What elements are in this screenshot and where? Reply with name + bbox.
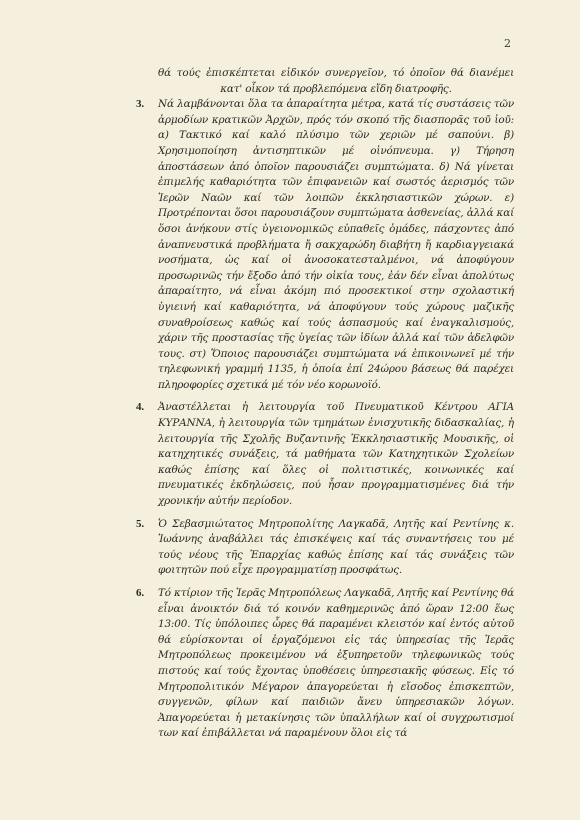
item-text: Τό κτίριον τῆς Ἱερᾶς Μητροπόλεως Λαγκαδᾶ, Λητῆς καί Ρεντίνης θά εἶναι ἀνοικτόν διά τό κοινόν καθημερινῶς ἀπό ὥραν 12:00 ἕως 13:00. Τίς ὑπόλοιπες ὧρες θά παραμένει κλειστόν καί ἐντός αὐτοῦ θά εὑρίσκονται οἱ ἐργαζόμενοι εἰς τάς ὑπηρεσίας τῆς Ἱερᾶς Μητροπόλεως προκειμένου νά ἐξυπηρετοῦν τηλεφωνικῶς τούς πιστούς καί τούς ἔχοντας ὑποθέσεις ὑπηρεσιακῆς φύσεως. Εἰς τό Μητροπολιτικόν Μέγαρον ἀπαγορεύεται ἡ εἴσοδος ἐπισκεπτῶν, συγγενῶν, φίλων καί παιδιῶν ἄνευ ὑπηρεσιακῶν λόγων. Ἀπαγορεύεται ἡ μετακίνησις τῶν ὑπαλλήλων καί οἱ συγχρωτισμοί των καί ἐπιβάλλεται νά παραμένουν ὅλοι εἰς τά [158,587,514,740]
item-number: 3. [136,98,144,111]
list-item-3 [136,97,514,393]
item-number: 6. [136,587,144,599]
item-number: 4. [136,401,144,414]
page-number: 2 [504,37,511,50]
item-text: Νά λαμβάνονται ὅλα τα ἀπαραίτητα μέτρα, κατά τίς συστάσεις τῶν ἁρμοδίων κρατικῶν Ἀρχῶν, πρός τόν σκοπό τῆς διασπορᾶς τοῦ ἰοῦ: α) Τακτικό καί καλό πλύσιμο τῶν χεριῶν μέ σαπούνι. β) Χρησιμοποίηση ἀντισηπτικῶν μέ οἰνόπνευμα. γ) Τήρηση ἀποστάσεων ἀπό ὁποῖον παρουσιάζει συμπτώματα. δ) Νά γίνεται ἐπιμελής καθαριότητα τῶν ἐπιφανειῶν καί σωστός ἀερισμός τῶν Ἱερῶν Ναῶν καί τῶν λοιπῶν ἐκκλησιαστικῶν χώρων. ε) Προτρέπονται ὅσοι παρουσιάζουν συμπτώματα ἀσθενείας, ἀλλά καί ὅσοι ἀνήκουν στίς ὑγειονομικῶς εὐπαθεῖς ὁμάδες, πάσχοντες ἀπό ἀναπνευστικά προβλήματα ἤ σακχαρώδη διαβήτη ἤ καρδιαγγειακά νοσήματα, ὡς καί οἱ ἀνοσοκατεσταλμένοι, νά ἀποφύγουν προσωρινῶς τήν ἔξοδο ἀπό τήν οἰκία τους, ἐάν δέν εἶναι ἀπολύτως ἀπαραίτητο, νά εἶναι ἀκόμη πιό προσεκτικοί στην σχολαστική ὑγιεινή καί καθαριότητα, νά ἀποφύγουν τούς χώρους μαζικῆς συναθροίσεως καθώς καί τούς ἀσπασμούς καί ἐναγκαλισμούς, χάριν τῆς προστασίας τῆς ὑγείας τῶν ἰδίων ἀλλά καί τῶν ἀδελφῶν τους. στ) Ὅποιος παρουσιάζει συμπτώματα νά ἐπικοινωνεῖ μέ τήν τηλεφωνική γραμμή 1135, ἡ ὁποία ἐπί 24ώρου βάσεως θά παρέχει πληροφορίες σχετικά μέ τόν νέο κορωνοϊό. [158,98,514,391]
item-text: Ὁ Σεβασμιώτατος Μητροπολίτης Λαγκαδᾶ, Λητῆς καί Ρεντίνης κ. Ἰωάννης ἀναβάλλει τάς ἐπισκέψεις καί τάς συναντήσεις του μέ τούς νέους τῆς Ἐπαρχίας καθώς ἐπίσης καί τάς συνάξεις τῶν φοιτητῶν πού εἶχε προγραμματίσῃ προσφάτως. [158,517,514,577]
item-number: 5. [136,517,144,530]
document-body [136,66,514,749]
list-item-6 [136,586,514,742]
item-text: Ἀναστέλλεται ἡ λειτουργία τοῦ Πνευματικοῦ Κέντρου ΑΓΙΑ ΚΥΡΑΝΝΑ, ἡ λειτουργία τῶν τμημάτων ἐνισχυτικῆς διδασκαλίας, ἡ λειτουργία τῆς Σχολῆς Βυζαντινῆς Ἐκκλησιαστικῆς Μουσικῆς, οἱ κατηχητικές συνάξεις, τά μαθήματα τῶν Κατηχητικῶν Σχολείων καθώς ἐπίσης καί ὅλες οἱ πολιτιστικές, κοινωνικές καί πνευματικές ἐκδηλώσεις, πού ἦσαν προγραμματισμένες διά τήν χρονικήν αὐτήν περίοδον. [158,401,514,508]
list-item-5 [136,517,514,579]
continuation-paragraph: θά τούς ἐπισκέπτεται εἰδικόν συνεργεῖον, τό ὁποῖον θά διανέμει κατ' οἶκον τά προβλεπόμενα εἴδη διατροφῆς. [158,67,514,95]
list-item-4 [136,400,514,509]
